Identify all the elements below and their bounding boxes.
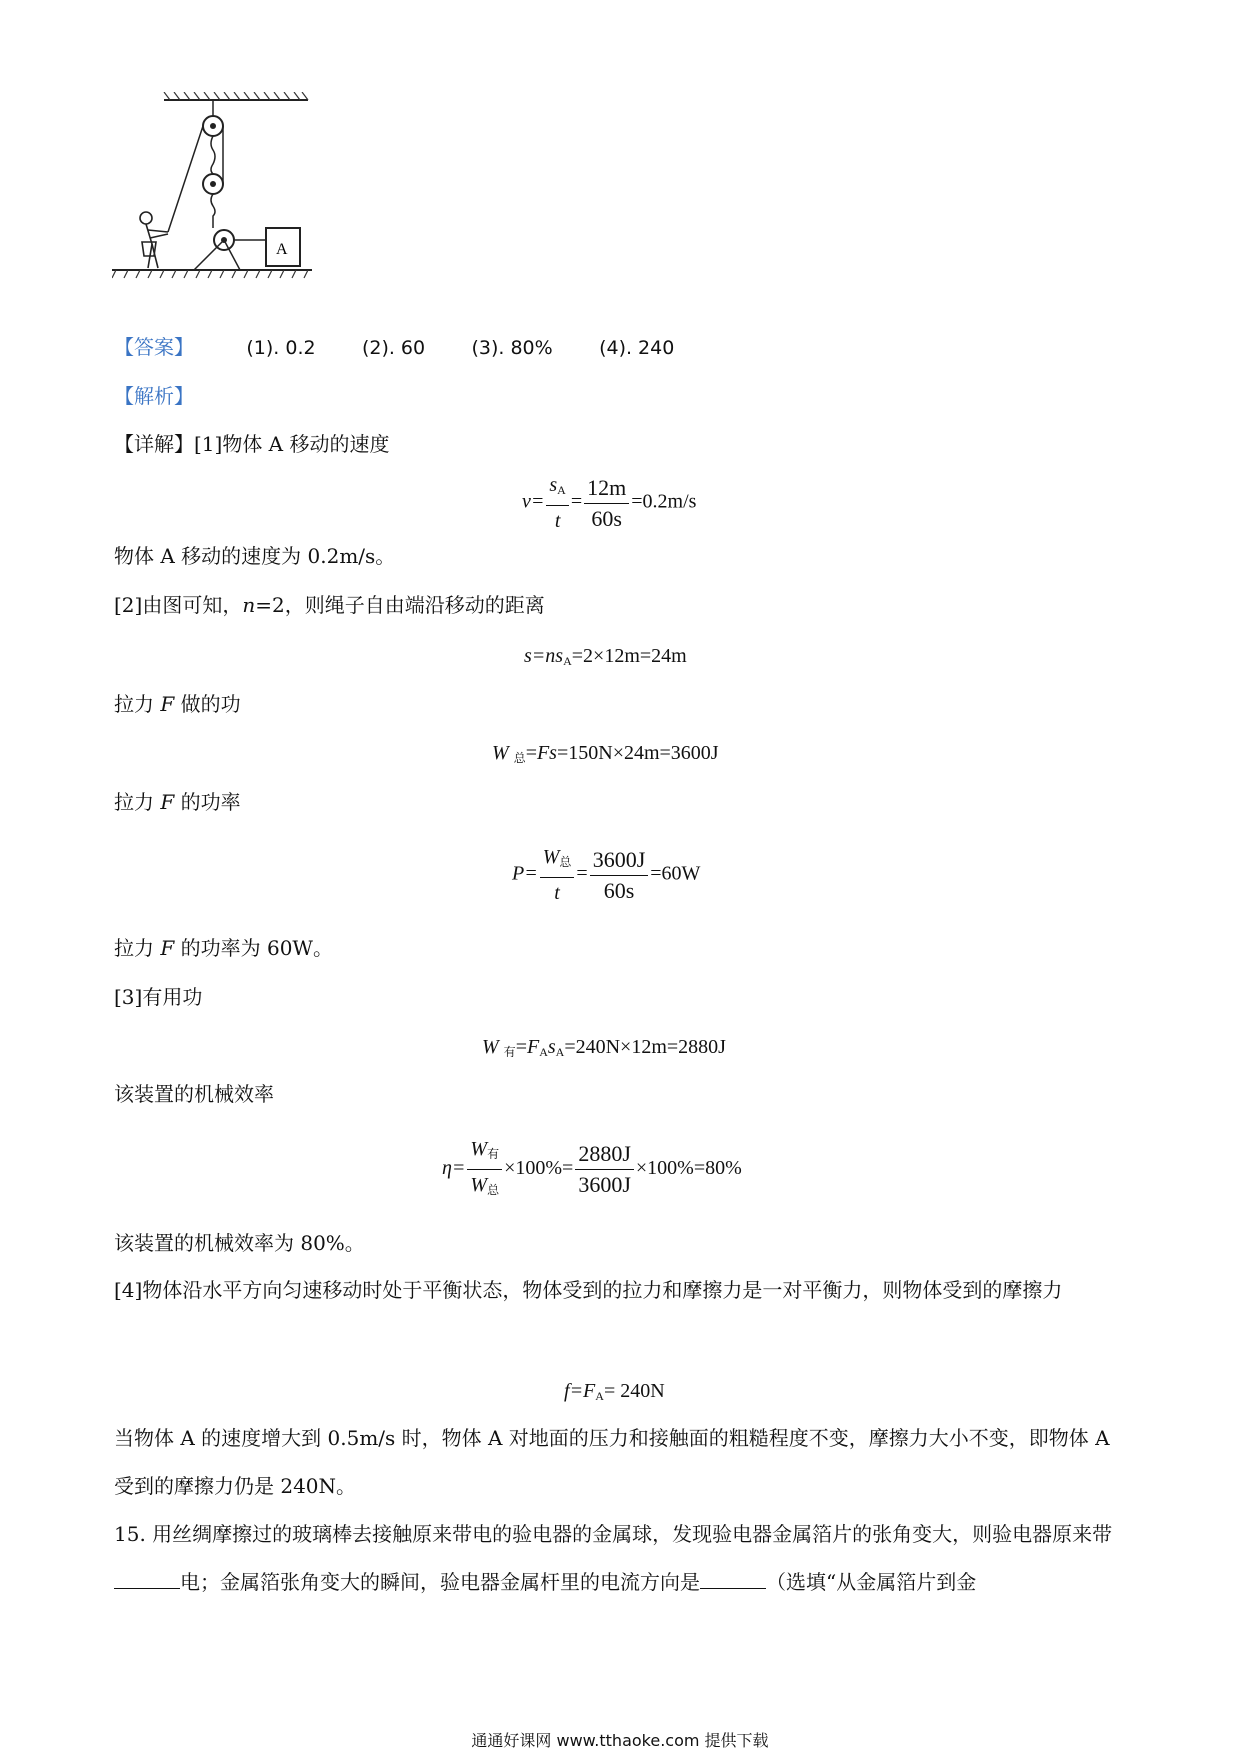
eq2-rest: =2×12m=24m xyxy=(571,645,687,667)
answer-item-2: (2). 60 xyxy=(361,337,426,359)
eq4-den2: 60s xyxy=(603,877,635,903)
block-label: A xyxy=(276,241,288,258)
eq4-num-sym: W xyxy=(542,846,560,868)
eq5-rest: =240N×12m=2880J xyxy=(564,1036,726,1058)
eq1-lhs: v= xyxy=(522,490,545,513)
eq4-result: =60W xyxy=(650,862,701,885)
eq4-lhs: P= xyxy=(512,862,538,885)
text-friction-paragraph: [4]物体沿水平方向匀速移动时处于平衡状态，物体受到的拉力和摩擦力是一对平衡力，则物体受到的摩擦力 xyxy=(114,1278,1063,1302)
question-15 xyxy=(114,1510,1124,1606)
eq1-result: =0.2m/s xyxy=(631,490,697,513)
eq7-mid: =F xyxy=(569,1380,596,1402)
q15-part1: 15. 用丝绸摩擦过的玻璃棒去接触原来带电的验电器的金属球，发现验电器金属箔片的张角变大，则验电器原来带 xyxy=(114,1522,1113,1546)
text-power-of-force xyxy=(114,788,241,816)
answer-item-3: (3). 80% xyxy=(471,337,553,359)
eq4-num2: 3600J xyxy=(590,845,649,876)
equation-power: P= $\frac{W_总}{t}$ = $\frac{3600J}{60s}$ =60W xyxy=(512,842,700,908)
eq1-num2: 12m xyxy=(584,473,629,504)
eq6-result: ×100%=80% xyxy=(635,1157,742,1180)
t4-pre: 拉力 xyxy=(114,790,161,814)
eq3-sub: 总 xyxy=(513,751,526,765)
analysis-label: 【解析】 xyxy=(114,384,194,408)
eq5-s: s xyxy=(547,1036,556,1058)
t2-var: n xyxy=(242,593,256,617)
eq5-w: W xyxy=(482,1036,499,1058)
equation-velocity: v= $\frac{s_A}{t}$ = $\frac{12m}{60s}$ =0.2m/s xyxy=(522,470,696,536)
text-friction-unchanged: 当物体 A 的速度增大到 0.5m/s 时，物体 A 对地面的压力和接触面的粗糙程度不变，摩擦力大小不变，即物体 A 受到的摩擦力仍是 240N。 xyxy=(114,1426,1110,1498)
t3-post: 做的功 xyxy=(174,692,241,716)
q15-part2: 电；金属箔张角变大的瞬间，验电器金属杆里的电流方向是 xyxy=(180,1570,700,1594)
eq1-den2: 60s xyxy=(591,505,622,531)
eq5-f: F xyxy=(526,1036,540,1058)
answer-blank-2[interactable] xyxy=(700,1570,766,1589)
text-power-result xyxy=(114,934,333,962)
eq5-fsub: A xyxy=(539,1045,548,1059)
pulley-figure xyxy=(112,92,362,312)
eq3-rest: =150N×24m=3600J xyxy=(556,742,719,764)
equation-friction xyxy=(564,1378,665,1409)
eq2-sub: A xyxy=(563,654,572,668)
eq7-sub: A xyxy=(595,1389,604,1403)
eq6-num-sym: W xyxy=(470,1138,488,1160)
t4-post: 的功率 xyxy=(174,790,241,814)
eq4-den-sym: t xyxy=(554,882,560,904)
eq6-mid: ×100%= xyxy=(504,1157,574,1180)
eq5-ssub: A xyxy=(555,1045,565,1059)
t3-pre: 拉力 xyxy=(114,692,161,716)
answer-item-1: (1). 0.2 xyxy=(246,337,316,359)
t5-pre: 拉力 xyxy=(114,936,161,960)
equation-total-work xyxy=(492,740,719,771)
eq2-s: s xyxy=(524,645,532,667)
eq6-num2: 2880J xyxy=(575,1139,634,1170)
eq7-f: f xyxy=(564,1380,570,1402)
t4-var: F xyxy=(160,790,175,814)
page-footer: 通通好课网 www.tthaoke.com 提供下载 xyxy=(471,1731,769,1750)
text-efficiency: 该装置的机械效率 xyxy=(114,1082,274,1106)
eq6-den-sym: W xyxy=(470,1174,488,1196)
detail-text: [1]物体 A 移动的速度 xyxy=(194,432,390,456)
t5-var: F xyxy=(160,936,175,960)
eq3-fs: Fs xyxy=(536,742,557,764)
text-useful-work: [3]有用功 xyxy=(114,985,203,1009)
eq6-lhs: η= xyxy=(442,1157,466,1180)
equation-distance xyxy=(524,643,687,674)
answer-row xyxy=(114,333,674,362)
eq2-s2: s xyxy=(555,645,564,667)
eq1-den-sym: t xyxy=(554,510,561,532)
detail-label: 【详解】 xyxy=(114,432,194,456)
equation-efficiency xyxy=(442,1134,742,1205)
eq1-num-sym: s xyxy=(549,474,558,496)
eq2-eqn: =n xyxy=(531,645,556,667)
equation-useful-work: W $_有=F_As_A=240N\times 12m=2880J$ xyxy=(482,1036,726,1059)
answer-blank-1[interactable] xyxy=(114,1570,180,1589)
eq6-den2: 3600J xyxy=(578,1172,631,1197)
eq6-den-sub: 总 xyxy=(487,1183,500,1197)
eq3-mid: = xyxy=(525,742,537,764)
answer-label: 【答案】 xyxy=(114,335,194,359)
t2-pre: [2]由图可知， xyxy=(114,593,243,617)
eq1-num-sub: A xyxy=(557,483,566,497)
text-efficiency-result: 该装置的机械效率为 80%。 xyxy=(114,1231,365,1255)
t2-post: =2，则绳子自由端沿移动的距离 xyxy=(255,593,545,617)
text-n-equals xyxy=(114,591,545,619)
eq4-num-sub: 总 xyxy=(559,855,572,869)
eq3-w: W xyxy=(492,742,509,764)
t5-post: 的功率为 60W。 xyxy=(174,936,333,960)
text-work-of-force xyxy=(114,690,241,718)
text-velocity-result: 物体 A 移动的速度为 0.2m/s。 xyxy=(114,544,396,568)
answer-item-4: (4). 240 xyxy=(599,337,675,359)
q15-part3: （选填“从金属箔片到金 xyxy=(766,1570,977,1594)
eq5-sub: 有 xyxy=(503,1045,516,1059)
t3-var: F xyxy=(160,692,175,716)
eq7-rest: = 240N xyxy=(603,1380,665,1402)
eq6-num-sub: 有 xyxy=(487,1147,500,1161)
detail-line xyxy=(114,430,390,458)
